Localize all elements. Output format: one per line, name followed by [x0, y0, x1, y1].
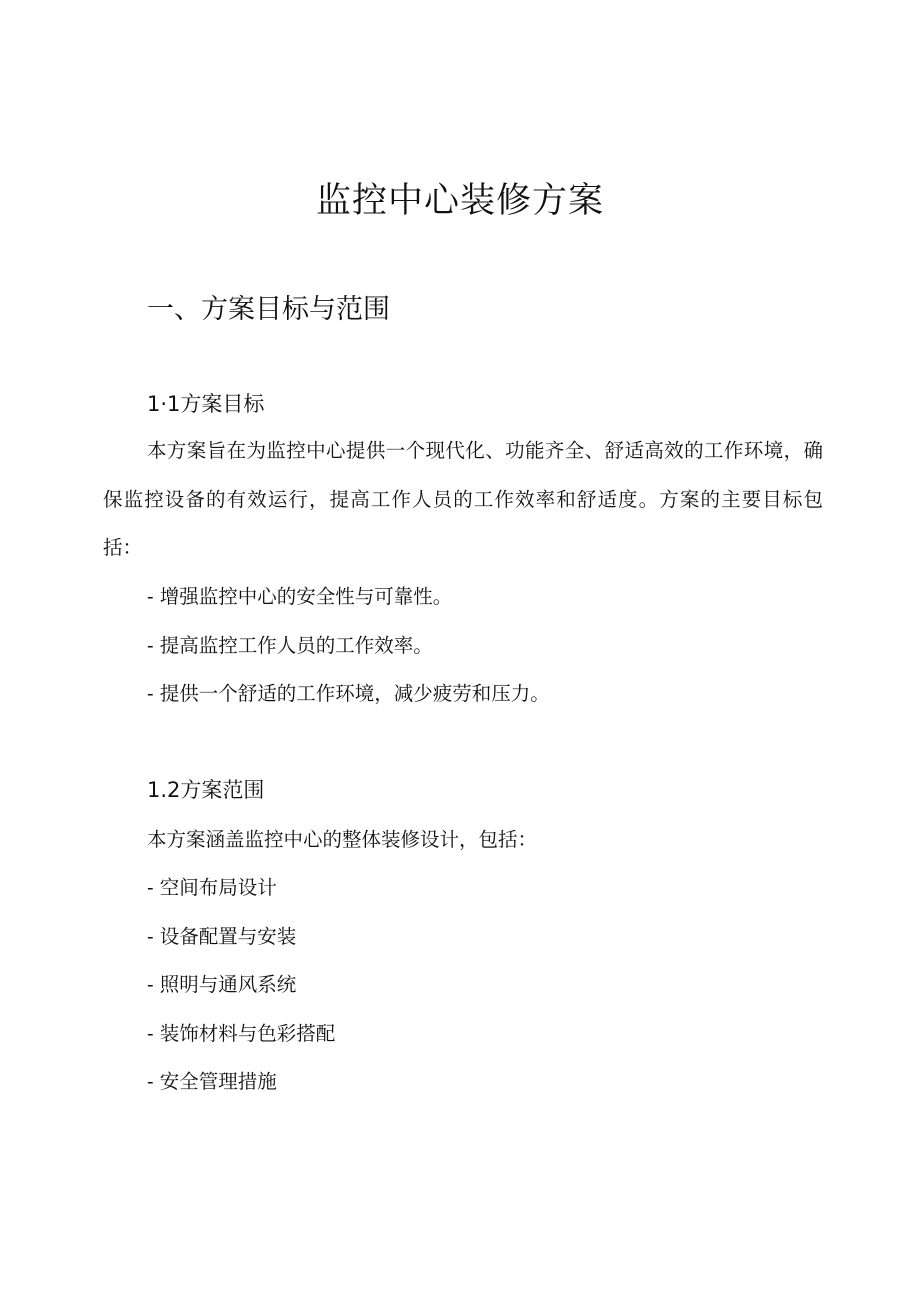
scope-list — [147, 864, 335, 1107]
list-item: - 提高监控工作人员的工作效率。 — [147, 633, 433, 657]
list-item: - 装饰材料与色彩搭配 — [147, 1021, 336, 1045]
list-item: - 设备配置与安装 — [147, 924, 297, 948]
subsection-heading-scope: 1.2方案范围 — [147, 778, 265, 802]
section-heading-goals-scope: 一、方案目标与范围 — [147, 294, 390, 325]
document-title: 监控中心装修方案 — [315, 181, 604, 221]
list-item: - 空间布局设计 — [147, 876, 277, 899]
list-item: - 增强监控中心的安全性与可靠性。 — [147, 585, 453, 608]
scope-paragraph: 本方案涵盖监控中心的整体装修设计，包括： — [147, 828, 538, 851]
list-item: - 提供一个舒适的工作环境，减少疲劳和压力。 — [147, 682, 550, 705]
list-item: - 照明与通风系统 — [147, 973, 297, 996]
subsection-heading-goals: 1·1方案目标 — [147, 392, 265, 416]
goals-paragraph: 本方案旨在为监控中心提供一个现代化、功能齐全、舒适高效的工作环境，确保监控设备的有效运行，提高工作人员的工作效率和舒适度。方案的主要目标包括： — [103, 439, 823, 559]
goals-list — [147, 573, 550, 719]
list-item: - 安全管理措施 — [147, 1070, 277, 1093]
